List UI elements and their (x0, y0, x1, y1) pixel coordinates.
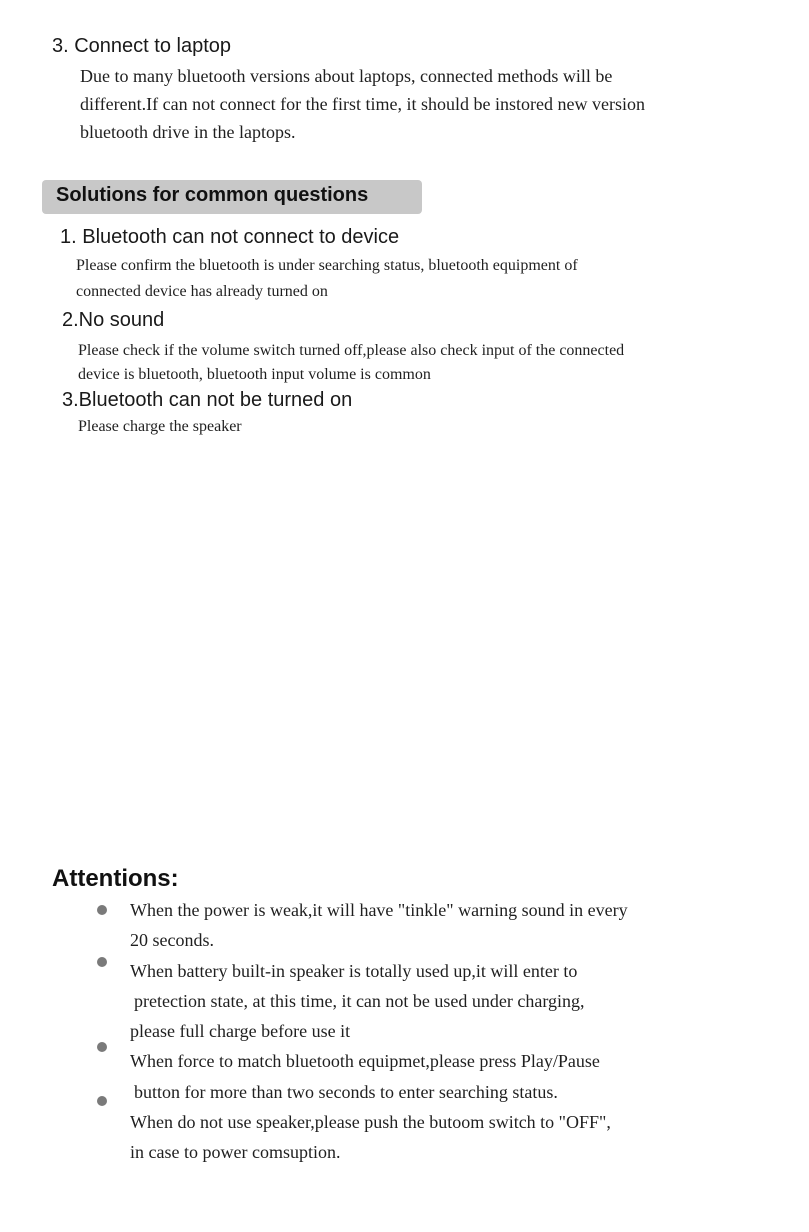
connect-laptop-line-1: Due to many bluetooth versions about laptops, connected methods will be (80, 66, 613, 86)
attention-line: When do not use speaker,please push the butoom switch to "OFF", (130, 1112, 611, 1132)
attention-line: When force to match bluetooth equipmet,please press Play/Pause (130, 1051, 600, 1071)
attention-line: pretection state, at this time, it can not be used under charging, (134, 991, 585, 1011)
connect-laptop-heading: 3. Connect to laptop (52, 35, 232, 57)
question-1-answer-line-2: connected device has already turned on (76, 283, 328, 300)
bullet-icon (97, 905, 107, 915)
attention-line: button for more than two seconds to enter searching status. (134, 1082, 558, 1102)
attention-line: please full charge before use it (130, 1021, 351, 1041)
attention-line: 20 seconds. (130, 930, 214, 950)
question-1-title: 1. Bluetooth can not connect to device (60, 226, 400, 248)
solutions-banner (42, 180, 422, 214)
attentions-heading: Attentions: (52, 865, 179, 892)
question-2-title: 2.No sound (62, 309, 165, 331)
attention-line: in case to power comsuption. (130, 1142, 341, 1162)
solutions-banner-title: Solutions for common questions (56, 184, 369, 206)
question-3-title: 3.Bluetooth can not be turned on (62, 389, 353, 411)
connect-laptop-line-2: different.If can not connect for the first time, it should be instored new version (80, 94, 646, 114)
bullet-icon (97, 1042, 107, 1052)
connect-laptop-line-3: bluetooth drive in the laptops. (80, 122, 296, 142)
question-2-answer-line-1: Please check if the volume switch turned off,please also check input of the connected (78, 342, 625, 359)
bullet-icon (97, 1096, 107, 1106)
attention-line: When battery built-in speaker is totally used up,it will enter to (130, 961, 578, 981)
bullet-icon (97, 957, 107, 967)
question-1-answer-line-1: Please confirm the bluetooth is under searching status, bluetooth equipment of (76, 257, 578, 274)
question-2-answer-line-2: device is bluetooth, bluetooth input volume is common (78, 366, 431, 383)
attention-line: When the power is weak,it will have "tinkle" warning sound in every (130, 900, 628, 920)
question-3-answer-line-1: Please charge the speaker (78, 418, 242, 435)
